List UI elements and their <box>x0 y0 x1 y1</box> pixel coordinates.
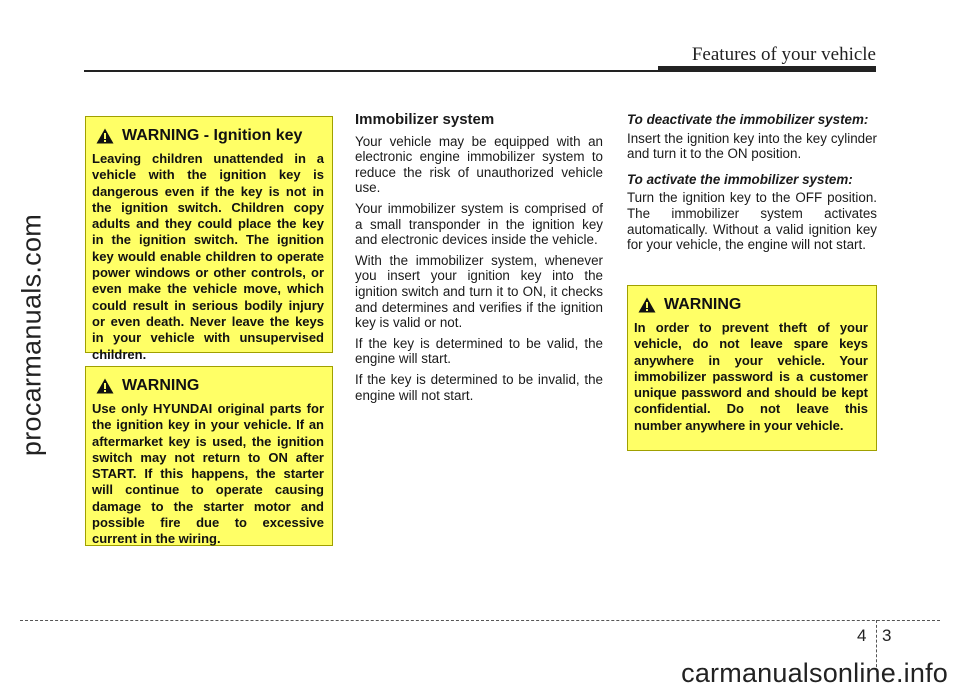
deactivate-text: Insert the ignition key into the key cylinder and turn it to the ON position. <box>627 130 877 162</box>
warning-body: In order to prevent theft of your vehicle, do not leave spare keys anywhere in your vehicle. Your immobilizer password is a customer unique password and should be kept confidential. Do not leave this number anywhere in your vehicle. <box>634 320 868 433</box>
warning-title: WARNING <box>122 377 200 394</box>
paragraph: With the immobilizer system, whenever you insert your ignition key into the ignition switch and turn it to ON, it checks and determines and verifies if the ignition key is valid or not. <box>355 252 603 331</box>
activate-text: Turn the ignition key to the OFF position. The immobilizer system activates automatically. Without a valid ignition key for your vehicle, the engine will not start. <box>627 190 877 253</box>
paragraph: Your vehicle may be equipped with an electronic engine immobilizer system to reduce the risk of unauthorized vehicle use. <box>355 133 603 196</box>
warning-triangle-icon <box>96 128 114 144</box>
activation-section <box>627 112 877 258</box>
paragraph: If the key is determined to be valid, the engine will start. <box>355 335 603 367</box>
paragraph: If the key is determined to be invalid, the engine will not start. <box>355 371 603 403</box>
section-title: Immobilizer system <box>355 111 495 128</box>
warning-title: WARNING <box>664 296 742 313</box>
warning-header <box>92 377 324 395</box>
bottom-watermark: carmanualsonline.info <box>681 658 948 688</box>
page-header-title: Features of your vehicle <box>691 44 876 65</box>
warning-header <box>92 127 324 145</box>
immobilizer-section <box>355 112 603 408</box>
chapter-number: 4 <box>857 626 867 645</box>
side-watermark <box>10 100 54 570</box>
activate-heading: To activate the immobilizer system: <box>627 171 853 187</box>
warning-hyundai-key-box <box>85 366 333 546</box>
warning-subtitle: - Ignition key <box>199 127 303 144</box>
footer-rule <box>20 620 940 621</box>
warning-triangle-icon <box>638 297 656 313</box>
warning-body: Use only HYUNDAI original parts for the ignition key in your vehicle. If an aftermarket key is used, the ignition switch may not return to ON after START. If this happens, the starter will continue to operate causing damage to the starter motor and possible fire due to excessive current in the wiring. <box>92 401 324 547</box>
warning-header <box>634 296 868 314</box>
warning-body: Leaving children unattended in a vehicle with the ignition key is dangerous even if the key is not in the ignition switch. Children copy adults and they could place the key in the ignition switch. The ignition key would enable children to operate power windows or other controls, or even make the vehicle move, which could result in serious bodily injury or even death. Never leave the keys in your vehicle with unsupervised children. <box>92 151 324 362</box>
warning-title: WARNING - Ignition key <box>122 127 303 144</box>
warning-ignition-key-box <box>85 116 333 362</box>
header-rule <box>84 70 876 72</box>
warning-triangle-icon <box>96 378 114 394</box>
paragraph: Your immobilizer system is comprised of a small transponder in the ignition key and electronic devices inside the vehicle. <box>355 200 603 248</box>
warning-theft-box <box>627 285 877 451</box>
deactivate-heading: To deactivate the immobilizer system: <box>627 112 869 127</box>
page-number: 3 <box>882 626 892 645</box>
side-watermark-text: procarmanuals.com <box>16 213 47 457</box>
